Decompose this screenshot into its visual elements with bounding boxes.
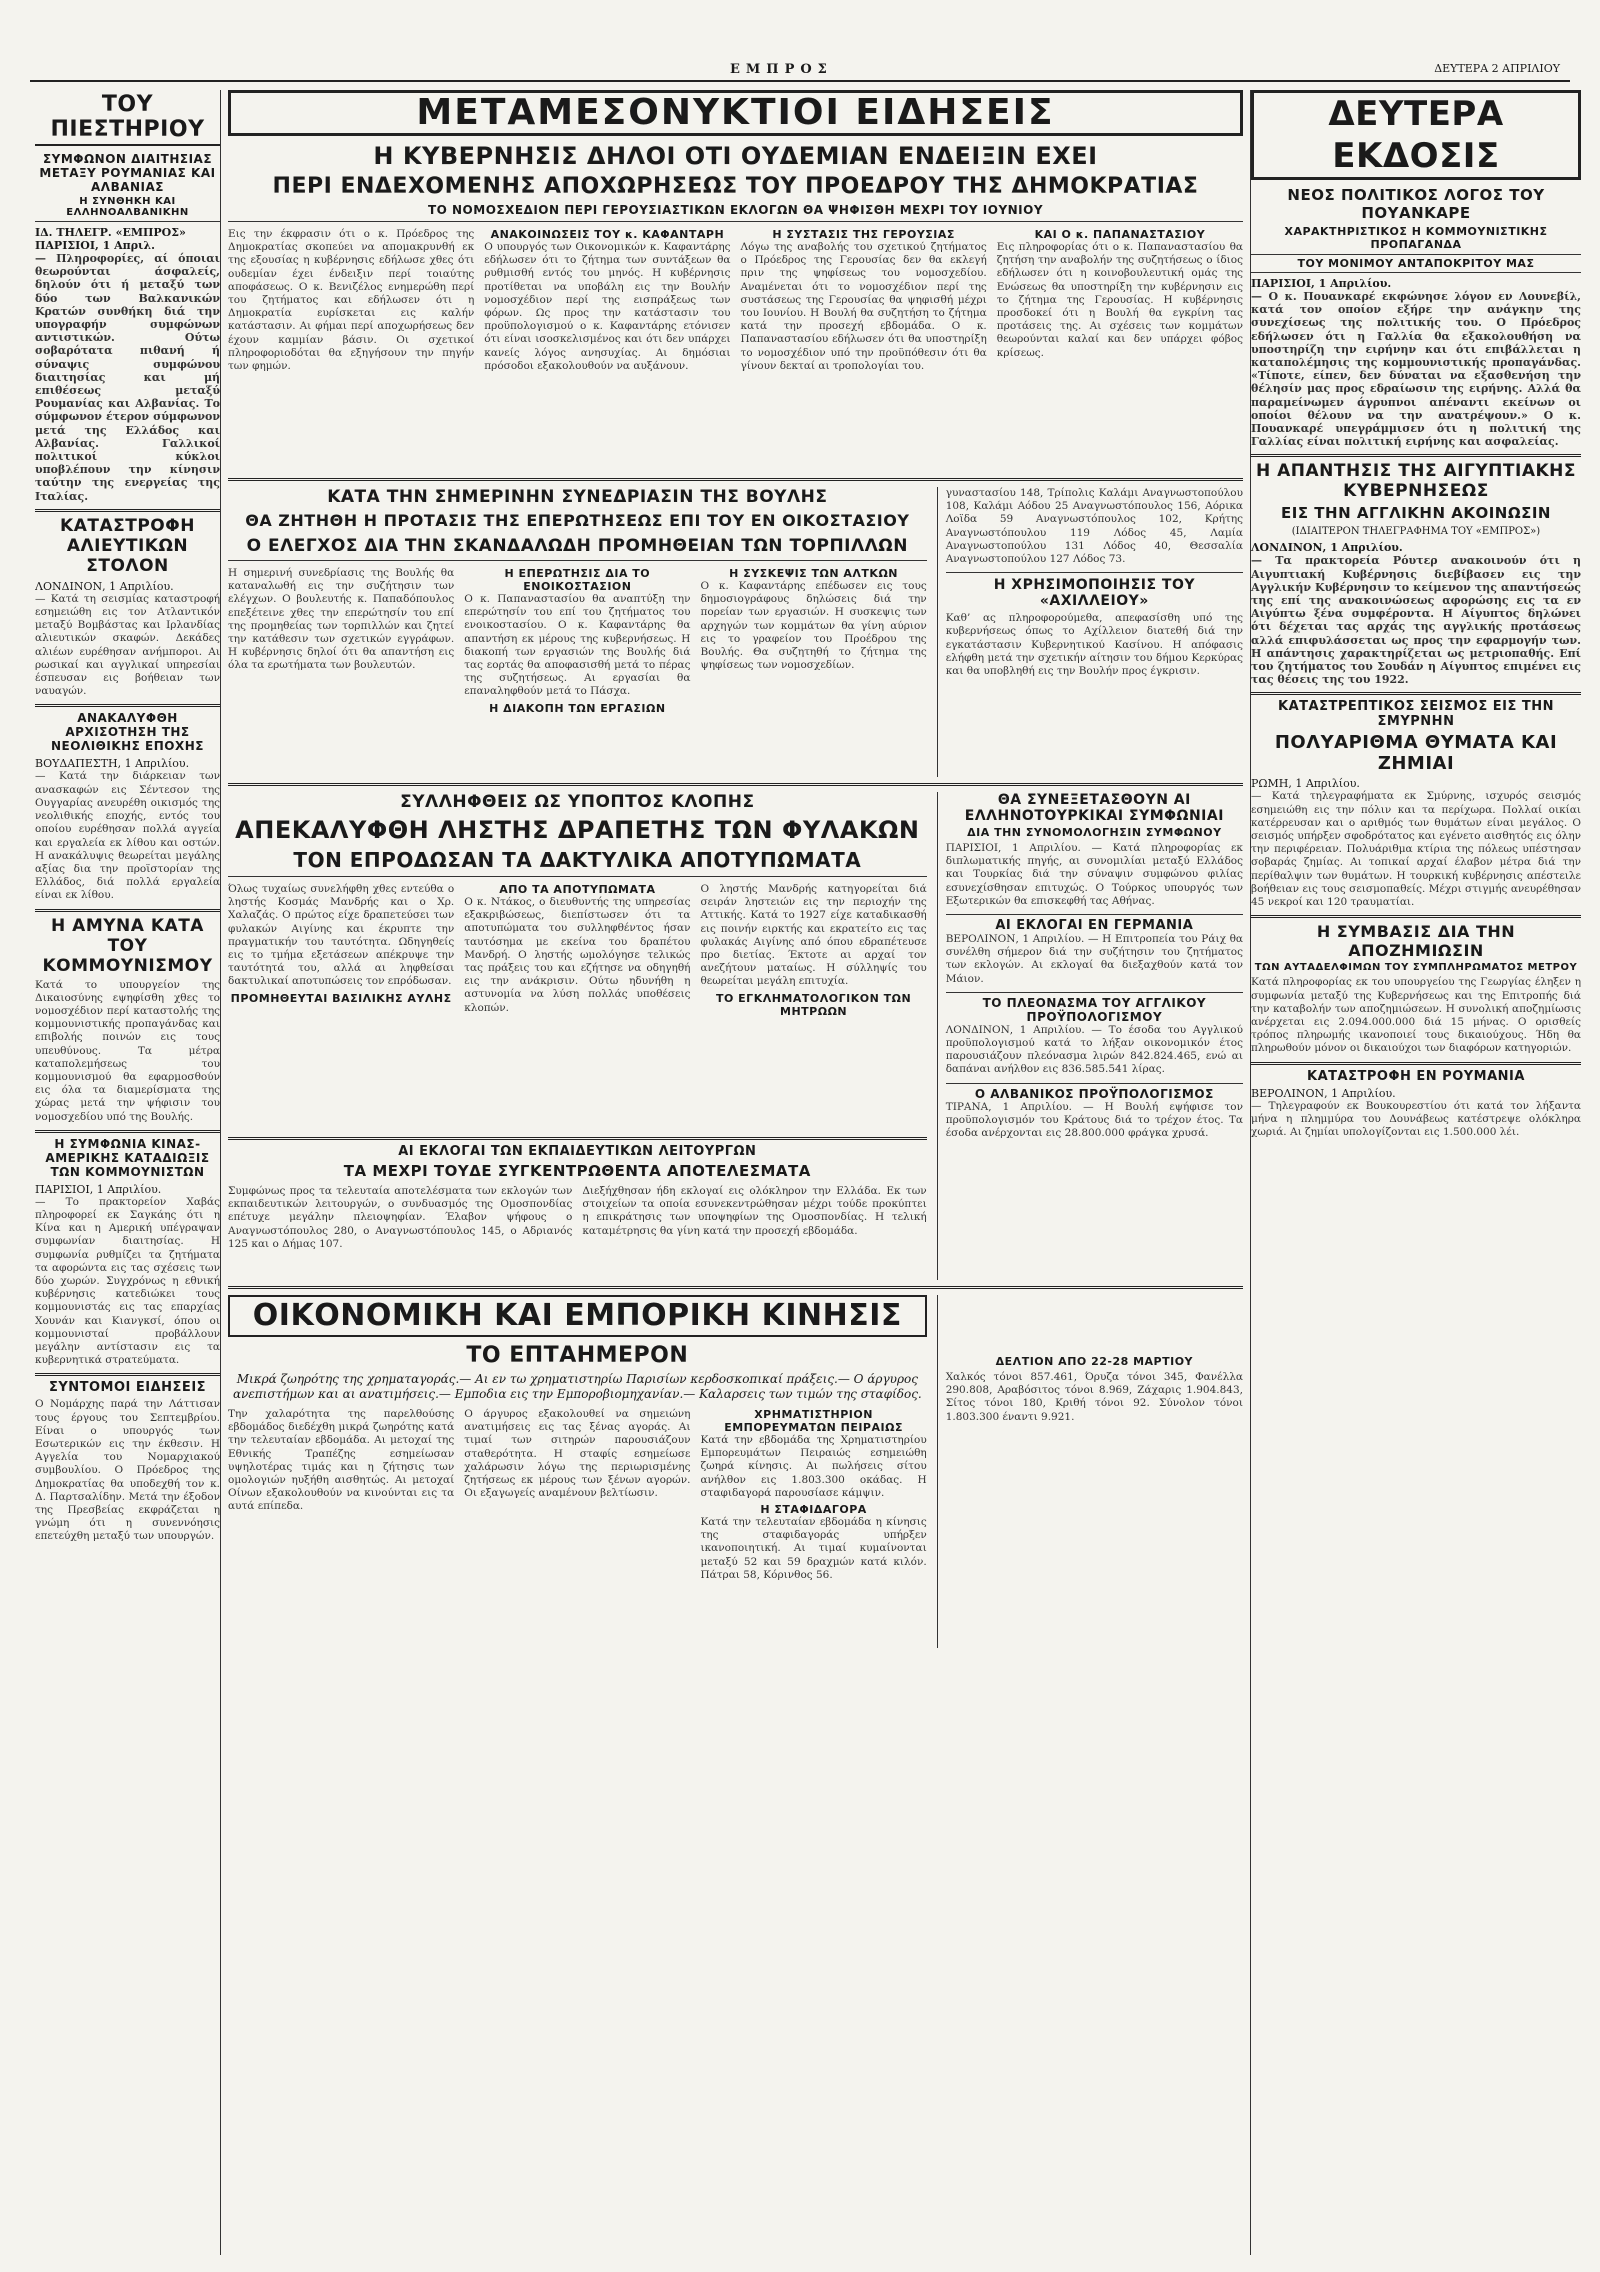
headline-interpellation: ΘΑ ΖΗΤΗΘΗ Η ΠΡΟΤΑΣΙΣ ΤΗΣ ΕΠΕΡΩΤΗΣΕΩΣ ΕΠΙ ΤΟΥ ΕΝ ΟΙΚΟΣΤΑΣΙΟΥ (245, 511, 910, 530)
headline-compensation-sub: ΤΩΝ ΑΥΤΑΔΕΛΦΙΜΩΝ ΤΟΥ ΣΥΜΠΛΗΡΩΜΑΤΟΣ ΜΕΤΡΟΥ (1254, 962, 1578, 974)
dateline-london-e: ΛΟΝΔΙΝΟΝ, 1 Απριλίου. (1251, 541, 1403, 555)
subhead-treaty: Η ΣΥΝΘΗΚΗ ΚΑΙ ΕΛΛΗΝΟΑΛΒΑΝΙΚΗΝ (35, 196, 220, 222)
article-communism: Κατά το υπουργείον της Δικαιοσύνης εψηφίσθη χθες το νομοσχέδιον περί καταστολής της κομμουνιστικής προπαγάνδας και επιβολής ποινών εις τους υπευθύνους. Τα μέτρα καταπολεμήσεως του κομμουνισμού θα εφαρμοσθούν εις όλα τα διαμερίσματα της χώρας μετά την ψήφισιν του νομοσχεδίου υπό της Βουλής. (35, 978, 220, 1123)
subhead-royal-court: ΠΡΟΜΗΘΕΥΤΑΙ ΒΑΣΙΛΙΚΗΣ ΑΥΛΗΣ (230, 991, 452, 1005)
headline-parliament-session: ΚΑΤΑ ΤΗΝ ΣΗΜΕΡΙΝΗΝ ΣΥΝΕΔΡΙΑΣΙΝ ΤΗΣ ΒΟΥΛΗΣ (327, 487, 828, 507)
article-neolithic: — Κατά την διάρκειαν των ανασκαφών εις Σέντεσον της Ουγγαρίας ανευρέθη οικισμός της νεολιθικής εποχής, εντός του οποίου ευρέθησαν πολλά αγγεία και εργαλεία εκ λίθου και οστών. Η ανακάλυψις θεωρείται μεγάλης αξίας δια την προϊστορίαν της Ελλάδος, διά πολλά εργαλεία είναι εκ λίθου. (35, 770, 220, 902)
german-elections-text: ΒΕΡΟΛΙΝΟΝ, 1 Απριλίου. — Η Επιτροπεία του Ράιχ θα συνέλθη σήμερον διά την συζήτησιν του ζητήματος των εκλογών. Αι εκλογαί θα διεξαχθούν κατά τον Μάιον. (945, 933, 1243, 985)
albanian-budget-text: ΤΙΡΑΝΑ, 1 Απριλίου. — Η Βουλή εψήφισε τον προϋπολογισμόν του Κράτους διά το τρέχον έτος. Τα έσοδα ανέρχονται εις 28.800.000 φράγκα χρυσά. (945, 1100, 1243, 1140)
headline-disaster: ΚΑΤΑΣΤΡΟΦΗ ΑΛΙΕΥΤΙΚΩΝ ΣΤΟΛΟΝ (60, 515, 195, 576)
parliament-text-c: Ο κ. Καφαντάρης επέδωσεν εις τους δημοσιογράφους δηλώσεις διά την πορείαν των εργασιών. Η συσκεψις των αρχηγών των κομμάτων θα γίνη αύριον εις το γραφείον του Προέδρου της Βουλής. Θα συζητηθή το ζήτημα της ψηφίσεως των νομοσχεδίων. (700, 580, 927, 672)
masthead (30, 62, 1570, 82)
parliament-section (228, 487, 1243, 777)
byline-correspondent: ΤΟΥ ΜΟΝΙΜΟΥ ΑΝΤΑΠΟΚΡΙΤΟΥ ΜΑΣ (1251, 254, 1581, 273)
economy-text-b: Ο άργυρος εξακολουθεί να σημειώνη ανατιμήσεις εις τας ξένας αγοράς. Αι τιμαί των σιτηρών παρουσιάζουν σταθερότητα. Η σταφίς εσημείωσε χαλάρωσιν λόγω της περιωρισμένης ζητήσεως εκ μέρους των ξένων αγορών. Οι εξαγωγείς αναμένουν βελτίωσιν. (464, 1408, 691, 1500)
headline-poincare: ΝΕΟΣ ΠΟΛΙΤΙΚΟΣ ΛΟΓΟΣ ΤΟΥ ΠΟΥΑΝΚΑΡΕ (1287, 186, 1545, 222)
headline-albanian-budget: Ο ΑΛΒΑΝΙΚΟΣ ΠΡΟΫΠΟΛΟΓΙΣΜΟΣ (946, 1083, 1243, 1101)
economy-deck: Μικρά ζωηρότης της χρηματαγοράς.— Αι εν τω χρηματιστηρίω Παρισίων κερδοσκοπικαί πράξεις.— Ο άργυρος ανεπιστήμων και αι ανατιμήσεις.— Εμποδια εις την Εμποροβιομηχανίαν.— Καλαρσεις των τιμών της σταφίδος. (232, 1372, 922, 1401)
economy-section (228, 1295, 1243, 1648)
article-brief-news: Ο Νομάρχης παρά την Λάττισαν τους έργους του Σεπτεμβρίου. Είναι ο υπουργός των Εσωτερικών εις την έκθεσιν. Η Αγγελία του Νομαρχιακού συμβουλίου. Ο Πρόεδρος της Δημοκρατίας θα υποδεχθή τον κ. Δ. Παρτσαλίδην. Μετά την έξοδον της Πρεσβείας εκφράζεται η γνώμη ότι η συνεννόησις επετεύχθη μεταξύ των υπουργών. (35, 1398, 220, 1543)
top-story-text-a: Εις την έκφρασιν ότι ο κ. Πρόεδρος της Δημοκρατίας σκοπεύει να απομακρυνθή εκ της εξουσίας η κυβέρνησις εδήλωσε χθες ότι ουδεμίαν έχει ένδειξιν περί τοιαύτης αποφάσεως. Ο κ. Βενιζέλος ενημερώθη περί του ζητήματος και εδήλωσεν ότι η Δημοκρατία ευρίσκεται εις καλήν κατάστασιν. Αι φήμαι περί αποχωρήσεως δεν έχουν καμμίαν βάσιν. Οι σχετικοί πληροφοριοδόται θα εξηγήσουν την πηγήν των φημών. (228, 228, 475, 373)
bulletin-text: Χαλκός τόνοι 857.461, Όρυζα τόνοι 345, Φανέλλα 290.808, Αραβόσιτος τόνοι 8.969, Ζάχαρις 1.904.843, Σίτος τόνοι 180, Κριθή τόνοι 92. Σύνολον τόνοι 1.803.300 έναντι 9.921. (945, 1371, 1243, 1423)
article-compensation: Κατά πληροφορίας εκ του υπουργείου της Γεωργίας έληξεν η συμφωνία μεταξύ της Κυβερνήσεως και της Επιτροπής διά την καταβολήν των αποζημιώσεων. Η συνολική αποζημίωσις ανέρχεται εις 2.094.000.000 διά 15 μήνας. Ο ορισθείς τρόπος πληρωμής ικανοποιεί τους δικαιούχους. Ήδη θα πληρωθούν μόνον οι δικαιούχοι των διαφόρων κατηγοριών. (1251, 976, 1581, 1055)
economy-text-c: Κατά την εβδομάδα της Χρηματιστηρίου Εμπορευμάτων Πειραιώς εσημειώθη ζωηρά κίνησις. Αι πωλήσεις σίτου ανήλθον εις 1.803.300 οκάδας. Η σταφιδαγορά παρουσίασε κάμψιν. (700, 1434, 927, 1499)
crime-text-c: Ο ληστής Μανδρής κατηγορείται διά σειράν ληστειών εις την περιοχήν της Αττικής. Κατά το 1927 είχε καταδικασθή εις ποινήν ειρκτής και εκρατείτο εις τας φυλακάς Αιγίνης από όπου εδραπέτευσε προ διετίας. Έκτοτε αι αρχαί τον ανεζήτουν ματαίως. Η σύλληψίς του θεωρείται μεγάλη επιτυχία. (700, 883, 927, 988)
greek-turkish-text: ΠΑΡΙΣΙΟΙ, 1 Απριλίου. — Κατά πληροφορίας εκ διπλωματικής πηγής, αι συνομιλίαι μεταξύ Ελλάδος και Τουρκίας διά την σύναψιν συμφώνου φιλίας εσυνεχίσθησαν επιτυχώς. Ο Τούρκος υπουργός των Εξωτερικών θα επισκεφθή τας Αθήνας. (945, 842, 1243, 907)
dateline-paris-e: ΠΑΡΙΣΙΟΙ, 1 Απριλίου. (1251, 277, 1392, 290)
subhead-rent: Η ΕΠΕΡΩΤΗΣΙΣ ΔΙΑ ΤΟ ΕΝΟΙΚΟΣΤΑΣΙΟΝ (504, 567, 651, 593)
crime-text-b: Ο κ. Ντάκος, ο διευθυντής της υπηρεσίας εξακριβώσεως, διεπίστωσεν ότι τα αποτυπώματα του συλληφθέντος ήσαν ταυτόσημα με εκείνα του δραπέτου Μανδρή. Ο ληστής ωμολόγησε τελικώς τας πράξεις του και εζήτησε να οδηγηθή εις την ανάκρισιν. Ούτω ηδυνήθη η αστυνομία να λύση πολλάς υποθέσεις κλοπών. (464, 896, 691, 1014)
headline-results: ΤΑ ΜΕΧΡΙ ΤΟΥΔΕ ΣΥΓΚΕΝΤΡΩΘΕΝΤΑ ΑΠΟΤΕΛΕΣΜΑΤΑ (343, 1162, 811, 1180)
subhead-raisin-market: Η ΣΤΑΦΙΔΑΓΟΡΑ (760, 1503, 867, 1517)
headline-egypt: Η ΑΠΑΝΤΗΣΙΣ ΤΗΣ ΑΙΓΥΠΤΙΑΚΗΣ ΚΥΒΕΡΝΗΣΕΩΣ (1255, 461, 1576, 502)
article-egypt: — Τα πρακτορεία Ρόυτερ ανακοινούν ότι η Αιγυπτιακή Κυβέρνησις διεβίβασεν εις την Αγγλικήν Κυβέρνησιν το κείμενον της απαντήσεώς της επί της ανακοινώσεως αφορώσης εις τα εν Αιγύπτω ξένα συμφέροντα. Η Αίγυπτος δηλώνει ότι δέχεται τας αρχάς της αγγλικής προτάσεως αλλά επιφυλάσσεται ως προς την εφαρμογήν των. Η απάντησις χαρακτηρίζεται ως μετριοπαθής. Επί του ζητήματος του Σουδάν η Αίγυπτος επιμένει εις τας θέσεις της του 1922. (1251, 554, 1581, 687)
top-story-text-b: Ο υπουργός των Οικονομικών κ. Καφαντάρης εδήλωσεν ότι το ζήτημα των συντάξεων θα ρυθμισθή εντός του μηνός. Η κυβέρνησις προτίθεται να υποβάλη εις την Βουλήν νομοσχέδιον περί της εισπράξεως των φόρων. Ως προς την κατάστασιν του προϋπολογισμού ο κ. Καφαντάρης ετόνισεν ότι είναι ισοσκελισμένος και ότι δεν υπάρχει κανείς λόγος ανησυχίας. Αι δημόσιαι πρόσοδοι εξακολουθούν να αυξάνουν. (484, 241, 731, 372)
headline-compensation: Η ΣΥΜΒΑΣΙΣ ΔΙΑ ΤΗΝ ΑΠΟΖΗΜΙΩΣΙΝ (1316, 922, 1516, 961)
headline-fingerprints: ΤΟΝ ΕΠΡΟΔΩΣΑΝ ΤΑ ΔΑΚΤΥΛΙΚΑ ΑΠΟΤΥΠΩΜΑΤΑ (228, 848, 927, 877)
crime-section (228, 792, 1243, 1280)
dateline-london: ΛΟΝΔΙΝΟΝ, 1 Απριλίου. (35, 579, 174, 593)
top-story-text-d: Εις πληροφορίας ότι ο κ. Παπαναστασίου θα ζητήση την αναβολήν της συζητήσεως ο ίδιος εδήλωσεν ότι η κοινοβουλευτική ομάς της Ενώσεως θα υποστηρίξη την κυβέρνησιν εις το ζήτημα της Γερουσίας. Η κυβέρνησις προσδοκεί ότι η Βουλή θα εγκρίνη τας προτάσεις της. Αι σχέσεις των κομμάτων θεωρούνται καλαί και δεν υπάρχει φόβος κρίσεως. (996, 241, 1243, 359)
subhead-piraeus-exchange: ΧΡΗΜΑΤΙΣΤΗΡΙΟΝ ΕΜΠΟΡΕΥΜΑΤΩΝ ΠΕΙΡΑΙΩΣ (724, 1408, 903, 1434)
economy-text-a: Την χαλαρότητα της παρελθούσης εβδομάδος διεδέχθη μικρά ζωηρότης κατά την τελευταίαν εβδομάδα. Αι μετοχαί της Εθνικής Τραπέζης εσημείωσαν υψηλοτέρας τιμάς και η ζήτησις των ομολογιών ηυξήθη αισθητώς. Αι μετοχαί Οίνων εξακολουθούν να κινούνται εις τα αυτά επίπεδα. (228, 1408, 455, 1513)
left-column (35, 90, 221, 2255)
dateline-budapest: ΒΟΥΔΑΠΕΣΤΗ, 1 Απριλίου. (35, 757, 190, 771)
article-earthquake: — Κατά τηλεγραφήματα εκ Σμύρνης, ισχυρός σεισμός εσημειώθη εις την πόλιν και τα περίχωρα. Πολλαί οικίαι κατέρρευσαν και ο αριθμός των θυμάτων είναι μεγάλος. Ο σεισμός υπήρξεν σφοδρότατος και εγένετο αισθητός εις όλην την περιφέρειαν. Πολυάριθμα κτίρια της πόλεως υπέστησαν σοβαράς ζημίας. Αι τοπικαί αρχαί έλαβον μέτρα διά την περίθαλψιν των θυμάτων. Η τουρκική κυβέρνησις απέστειλε βοήθειαν εις τους σεισμοπαθείς. Μέχρι στιγμής ανευρέθησαν 45 νεκροί και 120 τραυματίαι. (1251, 790, 1581, 909)
article-romania-disaster: — Τηλεγραφούν εκ Βουκουρεστίου ότι κατά τον λήξαντα μήνα η πλημμύρα του Δουνάβεως κατέστρεψε ολόκληρα χωριά. Αι ζημίαι υπολογίζονται εις 1.500.000 λέι. (1251, 1099, 1581, 1138)
headline-robber-escaped: ΑΠΕΚΑΛΥΦΘΗ ΛΗΣΤΗΣ ΔΡΑΠΕΤΗΣ ΤΩΝ ΦΥΛΑΚΩΝ (235, 816, 920, 844)
article-poincare: — Ο κ. Πουανκαρέ εκφώνησε λόγον εν Λουνεβίλ, κατά τον οποίον εξήρε την ανάγκην της συνεχίσεως της πολιτικής του. Ο Πρόεδρος εδήλωσεν ότι η Γαλλία θα εξακολουθήση να υποστηρίζη την ειρήνην και ότι επιβάλλεται η καταπολέμησις της κομμουνιστικής προπαγάνδας. «Τίποτε, είπεν, δεν δύναται να εξασθενήση την θέλησίν μας προς εδραίωσιν της ειρήνης. Αλλά θα παραμείνωμεν άγρυπνοι απέναντι εκείνων οι οποίοι θέλουν να την ανατρέψουν.» Ο κ. Πουανκαρέ υπεγράμμισεν ότι η πολιτική της Γαλλίας είναι πολιτική ειρήνης και ασφαλείας. (1251, 290, 1581, 449)
subhead-senate: Η ΣΥΣΤΑΣΙΣ ΤΗΣ ΓΕΡΟΥΣΙΑΣ (772, 228, 955, 241)
dateline-paris-2: ΠΑΡΙΣΙΟΙ, 1 Απριλίου. (35, 1182, 162, 1196)
parliament-text-a: Η σημερινή συνεδρίασις της Βουλής θα καταναλωθή εις την συζήτησιν των ελέγχων. Ο βουλευτής κ. Παπαδόπουλος επεξέτεινε χθες την επερώτησίν του επί της προμηθείας των τορπιλλών και ζητεί την κατάθεσιν των σχετικών εγγράφων. Η κυβέρνησις δηλοί ότι θα απαντήση εις όλα τα ερωτήματα των βουλευτών. (228, 567, 455, 672)
article-romania-albania: — Πληροφορίες, αί όποιαι θεωρούνται άσφαλείς, δηλούν ότι ή μεταξύ των δύο των Βαλκανικών Κρατών συνθήκη διά την υπογραφήν συμφώνων αντιστικών. Ούτω σοβαρότατα πιθανή ή σύναψις συμφώνου διαιτησίας και μή επιθέσεως μεταξύ Ρουμανίας και Αλβανίας. Το σύμφωνον έτερον σύμφωνον μετά της Ελλάδος και Αλβανίας. Γαλλικοί πολιτικοί κύκλοι υποβλέπουν την κίνησιν ταύτην της ενεργείας της Ιταλίας. (35, 252, 220, 503)
headline-british-notice: ΕΙΣ ΤΗΝ ΑΓΓΛΙΚΗΝ ΑΚΟΙΝΩΣΙΝ (1281, 504, 1551, 523)
dateline-paris: ΙΔ. ΤΗΛΕΓΡ. «ΕΜΠΡΟΣ» ΠΑΡΙΣΙΟΙ, 1 Απριλ. (35, 226, 186, 252)
headline-senate-bill: ΤΟ ΝΟΜΟΣΧΕΔΙΟΝ ΠΕΡΙ ΓΕΡΟΥΣΙΑΣΤΙΚΩΝ ΕΚΛΟΓΩΝ ΘΑ ΨΗΦΙΣΘΗ ΜΕΧΡΙ ΤΟΥ ΙΟΥΝΙΟΥ (228, 203, 1243, 222)
headline-defense-communism: Η ΑΜΥΝΑ ΚΑΤΑ ΤΟΥ ΚΟΜΜΟΥΝΙΣΜΟΥ (42, 915, 213, 976)
subhead-prints: ΑΠΟ ΤΑ ΑΠΟΤΥΠΩΜΑΤΑ (499, 883, 656, 896)
headline-economy: ΟΙΚΟΝΟΜΙΚΗ ΚΑΙ ΕΜΠΟΡΙΚΗ ΚΙΝΗΣΙΣ (228, 1295, 927, 1337)
headline-press: ΤΟΥ ΠΙΕΣΤΗΡΙΟΥ (35, 90, 220, 146)
headline-neolithic: ΑΝΑΚΑΛΥΦΘΗ ΑΡΧΙΣΟΤΗΣΗ ΤΗΣ ΝΕΟΛΙΘΙΚΗΣ ΕΠΟΧΗΣ (50, 711, 204, 754)
headline-government: Η ΚΥΒΕΡΝΗΣΙΣ ΔΗΛΟΙ ΟΤΙ ΟΥΔΕΜΙΑΝ ΕΝΔΕΙΞΙΝ ΕΧΕΙ (373, 142, 1098, 170)
headline-achilleion: Η ΧΡΗΣΙΜΟΠΟΙΗΣΙΣ ΤΟΥ «ΑΧΙΛΛΕΙΟΥ» (946, 572, 1243, 609)
teacher-elections-text-a: Συμφώνως προς τα τελευταία αποτελέσματα των εκλογών των εκπαιδευτικών λειτουργών, ο συνδυασμός της Ομοσπονδίας επέτυχε μεγάλην πλειοψηφίαν. Έλαβον ψήφους ο Αναγνωστόπουλος 280, ο Αναγνωστόπουλος 145, ο Αδριανός 125 και ο Δήμας 107. (228, 1185, 573, 1250)
subhead-kafantaris: ΑΝΑΚΟΙΝΩΣΕΙΣ ΤΟΥ κ. ΚΑΦΑΝΤΑΡΗ (490, 228, 725, 241)
byline-telegram: (ΙΔΙΑΙΤΕΡΟΝ ΤΗΛΕΓΡΑΦΗΜΑ ΤΟΥ «ΕΜΠΡΟΣ») (1291, 526, 1541, 538)
headline-brief-news: ΣΥΝΤΟΜΟΙ ΕΙΔΗΣΕΙΣ (48, 1380, 207, 1396)
headline-president-departure: ΠΕΡΙ ΕΝΔΕΧΟΜΕΝΗΣ ΑΠΟΧΩΡΗΣΕΩΣ ΤΟΥ ΠΡΟΕΔΡΟΥ ΤΗΣ ΔΗΜΟΚΡΑΤΙΑΣ (272, 174, 1199, 199)
subhead-suspension: Η ΔΙΑΚΟΠΗ ΤΩΝ ΕΡΓΑΣΙΩΝ (489, 701, 666, 715)
subhead-criminal-record: ΤΟ ΕΓΚΛΗΜΑΤΟΛΟΓΙΚΟΝ ΤΩΝ ΜΗΤΡΩΩΝ (715, 991, 912, 1018)
headline-german-elections: ΑΙ ΕΚΛΟΓΑΙ ΕΝ ΓΕΡΜΑΝΙΑ (946, 914, 1243, 933)
newspaper-name: ΕΜΠΡΟΣ (730, 62, 833, 77)
headline-torpedo-scandal: Ο ΕΛΕΓΧΟΣ ΔΙΑ ΤΗΝ ΣΚΑΝΔΑΛΩΔΗ ΠΡΟΜΗΘΕΙΑΝ ΤΩΝ ΤΟΡΠΙΛΛΩΝ (228, 536, 927, 561)
teacher-elections-text-b: Διεξήχθησαν ήδη εκλογαί εις ολόκληρον την Ελλάδα. Εκ των στοιχείων τα οποία εσυνεκεντρώθησαν μέχρι τούδε προκύπτει η επικράτησις των υποψηφίων της Ομοσπονδίας. Η τελική καταμέτρησις θα γίνη κατά την προσεχή εβδομάδα. (582, 1185, 927, 1237)
dateline-rome: ΡΩΜΗ, 1 Απριλίου. (1251, 777, 1360, 791)
headline-greek-turkish: ΘΑ ΣΥΝΕΞΕΤΑΣΘΟΥΝ ΑΙ ΕΛΛΗΝΟΤΟΥΡΚΙΚΑΙ ΣΥΜΦΩΝΙΑΙ (964, 792, 1224, 824)
headline-bulletin: ΔΕΛΤΙΟΝ ΑΠΟ 22-28 ΜΑΡΤΙΟΥ (995, 1355, 1194, 1368)
headline-china-america: Η ΣΥΜΦΩΝΙΑ ΚΙΝΑΣ-ΑΜΕΡΙΚΗΣ ΚΑΤΑΔΙΩΞΙΣ ΤΩΝ ΚΟΜΜΟΥΝΙΣΤΩΝ (45, 1136, 210, 1179)
article-china-america: — Το πρακτορείον Χαβάς πληροφορεί εκ Σαγκάης ότι η Κίνα και η Αμερική υπέγραψαν συμφωνίαν διαιτησίας. Η συμφωνία ρυθμίζει τα ζητήματα τα αφορώντα εις τας σχέσεις των δύο χωρών. Συγχρόνως η εθνική κυβέρνησις κατεδιώκει τους κομμουνιστάς εις τας επαρχίας Χουνάν και Κιανγκσί, όπου οι κομμουνισταί προβάλλουν μεγάλην αντίστασιν εις τα κυβερνητικά στρατεύματα. (35, 1195, 220, 1367)
achilleion-text: Καθ’ ας πληροφορούμεθα, απεφασίσθη υπό της κυβερνήσεως όπως το Αχίλλειον διατεθή διά την εγκατάστασιν Κυβερνητικού Κασίνου. Η απόφασις ελήφθη μετά την σχετικήν αίτησιν του δήμου Κερκύρας και θα υποβληθή εις την Βουλήν προς έγκρισιν. (945, 612, 1243, 678)
article-fishing-fleet: — Κατά τη σεισμίας καταστροφή εσημειώθη εις τον Ατλαντικόν μεταξύ Βομβάστας και Ιρλανδίας αλιευτικών σκαφών. Δεκάδες αλιέων ευρέθησαν ανήμποροι. Αι ρωσικαί και αγγλικαί υπηρεσίαι έσπευσαν εις βοήθειαν των ναυαγών. (35, 592, 220, 698)
british-surplus-text: ΛΟΝΔΙΝΟΝ, 1 Απριλίου. — Το έσοδα του Αγγλικού προϋπολογισμού κατά το λήξαν οικονομικόν έτος παρουσιάζουν πλεόνασμα λιρών 842.824.465, ενώ αι δαπάναι ανήλθον εις 836.585.541 λίρας. (945, 1023, 1243, 1076)
headline-teacher-elections: ΑΙ ΕΚΛΟΓΑΙ ΤΩΝ ΕΚΠΑΙΔΕΥΤΙΚΩΝ ΛΕΙΤΟΥΡΓΩΝ (398, 1144, 757, 1159)
headline-victims: ΠΟΛΥΑΡΙΘΜΑ ΘΥΜΑΤΑ ΚΑΙ ΖΗΜΙΑΙ (1274, 732, 1558, 775)
subhead-papanastasiou: ΚΑΙ Ο κ. ΠΑΠΑΝΑΣΤΑΣΙΟΥ (1034, 228, 1206, 241)
subhead-pact: ΔΙΑ ΤΗΝ ΣΥΝΟΜΟΛΟΓΗΣΙΝ ΣΥΜΦΩΝΟΥ (967, 826, 1222, 839)
headline-arrested-theft: ΣΥΛΛΗΦΘΕΙΣ ΩΣ ΥΠΟΠΤΟΣ ΚΛΟΠΗΣ (400, 792, 755, 812)
economy-text-d: Κατά την τελευταίαν εβδομάδα η κίνησις της σταφιδαγοράς υπήρξεν ικανοποιητική. Αι τιμαί κυμαίνονται μεταξύ 52 και 59 δραχμών κατά κιλόν. Πάτραι 58, Κόρινθος 56. (700, 1516, 927, 1581)
issue-date: ΔΕΥΤΕΡΑ 2 ΑΠΡΙΛΙΟΥ (1434, 62, 1560, 75)
top-story-columns (228, 228, 1243, 478)
crime-text-a: Όλως τυχαίως συνελήφθη χθες εντεύθα ο ληστής Κοσμάς Μανδρής και ο Χρ. Χαλαζάς. Ο πρώτος είχε δραπετεύσει των φυλακών Αιγίνης και έκρυπτε την πραγματικήν του ταυτότητα. Ωδηγηθείς εις το τμήμα εξετάσεων απέκρυψε την ταυτότητά του, αλλά αι ληφθείσαι δακτυλικαί αποτυπώσεις τον επρόδωσαν. (228, 883, 455, 988)
headline-british-surplus: ΤΟ ΠΛΕΟΝΑΣΜΑ ΤΟΥ ΑΓΓΛΙΚΟΥ ΠΡΟΫΠΟΛΟΓΙΣΜΟΥ (946, 992, 1243, 1024)
subhead-leaders-meeting: Η ΣΥΣΚΕΨΙΣ ΤΩΝ ΑΛΤΚΩΝ (729, 567, 899, 580)
dateline-berlin: ΒΕΡΟΛΙΝΟΝ, 1 Απριλίου. (1251, 1086, 1396, 1100)
headline-romania-disaster: ΚΑΤΑΣΤΡΟΦΗ ΕΝ ΡΟΥΜΑΝΙΑ (1307, 1068, 1525, 1084)
headline-propaganda: ΧΑΡΑΚΤΗΡΙΣΤΙΚΟΣ Η ΚΟΜΜΟΥΝΙΣΤΙΚΗΣ ΠΡΟΠΑΓΑΝΔΑ (1284, 225, 1548, 251)
headline-earthquake: ΚΑΤΑΣΤΡΕΠΤΙΚΟΣ ΣΕΙΣΜΟΣ ΕΙΣ ΤΗΝ ΣΜΥΡΝΗΝ (1278, 699, 1554, 730)
right-column (1250, 90, 1581, 2255)
main-area (228, 90, 1243, 2255)
top-story-text-c: Λόγω της αναβολής του σχετικού ζητήματος ο Πρόεδρος της Γερουσίας δεν θα εκλεγή πριν της ψηφίσεως του νομοσχεδίου. Αναμένεται ότι το νομοσχέδιον περί της συστάσεως της Γερουσίας θα ψηφισθή μέχρι του Ιουνίου. Η Βουλή θα συζητήση το ζήτημα κατά την προσεχή εβδομάδα. Ο κ. Παπαναστασίου εδήλωσεν ότι θα υποστηρίξη το νομοσχέδιον υπό την προϋπόθεσιν ότι θα γίνουν δεκταί αι τροπολογίαι του. (740, 241, 987, 372)
headline-week: ΤΟ ΕΠΤΑΗΜΕΡΟΝ (466, 1343, 689, 1368)
parliament-text-b: Ο κ. Παπαναστασίου θα αναπτύξη την επερώτησίν του επί του ζητήματος του ενοικοστασίου. Ο κ. Καφαντάρης θα απαντήση εκ μέρους της κυβερνήσεως. Η διακοπή των εργασιών της Βουλής διά τας εορτάς θα αποφασισθή μετά το πέρας της συζητήσεως. Αι εργασίαι θα επαναληφθούν μετά το Πάσχα. (464, 593, 691, 698)
subhead-romania-albania: ΣΥΜΦΩΝΟΝ ΔΙΑΙΤΗΣΙΑΣ ΜΕΤΑΞΥ ΡΟΥΜΑΝΙΑΣ ΚΑΙ ΑΛΒΑΝΙΑΣ (39, 152, 216, 194)
banner-midnight-news: ΜΕΤΑΜΕΣΟΝΥΚΤΙΟΙ ΕΙΔΗΣΕΙΣ (228, 90, 1243, 136)
headline-second-edition: ΔΕΥΤΕΡΑ ΕΚΔΟΣΙΣ (1251, 90, 1581, 180)
election-results-text: γυναστασίου 148, Τρίπολις Καλάμι Αναγνωστοπούλου 108, Καλάμι Αόδου 25 Αναγνωστόπουλος 156, Αόρικα Λοϊδα 59 Αναγνωστόπουλος 102, Κρήτης Αναγνωστόπουλου 119 Λόδος 45, Λαμία Αναγνωστοπούλου 131 Λόδος 40, Θεσσαλία Αναγνωστοπούλου 127 Λόδος 73. (945, 487, 1243, 566)
